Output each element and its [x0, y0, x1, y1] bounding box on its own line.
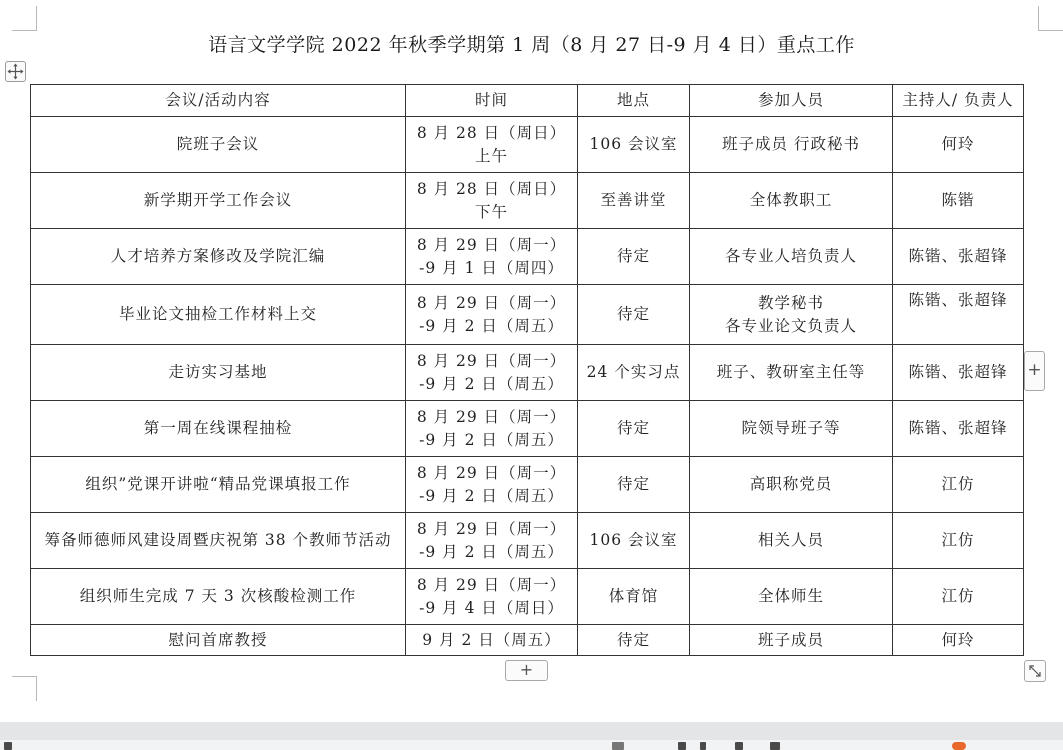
add-column-button[interactable]: +: [1024, 351, 1045, 391]
time-line: -9 月 2 日（周五）: [419, 316, 564, 335]
time-cell[interactable]: [406, 625, 578, 656]
host-cell[interactable]: 何玲: [893, 117, 1024, 173]
location-cell[interactable]: 待定: [578, 625, 690, 656]
activity-cell[interactable]: 慰问首席教授: [31, 625, 406, 656]
toolbar-layout-icon[interactable]: [700, 742, 706, 750]
participants-cell[interactable]: [690, 117, 893, 173]
activity-cell[interactable]: 人才培养方案修改及学院汇编: [31, 229, 406, 285]
participants-cell[interactable]: [690, 625, 893, 656]
time-line: 8 月 28 日（周日）: [416, 123, 567, 142]
time-line: 8 月 29 日（周一）: [416, 351, 567, 370]
bottom-toolbar: [0, 722, 1063, 750]
page-corner-mark-bottom-left: [12, 676, 37, 701]
participants-cell[interactable]: [690, 229, 893, 285]
time-line: 8 月 29 日（周一）: [416, 463, 567, 482]
table-row: [31, 401, 1024, 457]
time-line: -9 月 2 日（周五）: [419, 542, 564, 561]
toolbar-zoom-level-icon[interactable]: [770, 742, 780, 750]
time-cell[interactable]: [406, 569, 578, 625]
location-cell[interactable]: 至善讲堂: [578, 173, 690, 229]
participants-cell[interactable]: [690, 345, 893, 401]
table-row: [31, 569, 1024, 625]
time-line: -9 月 2 日（周五）: [419, 430, 564, 449]
activity-cell[interactable]: 组织”党课开讲啦“精品党课填报工作: [31, 457, 406, 513]
move-arrows-icon[interactable]: [5, 61, 26, 82]
participants-cell[interactable]: [690, 513, 893, 569]
participant-line: 院领导班子等: [741, 419, 841, 437]
participant-line: 全体教职工: [749, 191, 833, 209]
time-line: 8 月 29 日（周一）: [416, 235, 567, 254]
participants-cell[interactable]: [690, 457, 893, 513]
time-cell[interactable]: [406, 401, 578, 457]
time-cell[interactable]: [406, 173, 578, 229]
time-line: 8 月 29 日（周一）: [416, 575, 567, 594]
schedule-table: [30, 84, 1024, 656]
location-cell[interactable]: 待定: [578, 401, 690, 457]
participants-cell[interactable]: [690, 401, 893, 457]
activity-cell[interactable]: 新学期开学工作会议: [31, 173, 406, 229]
time-cell[interactable]: [406, 229, 578, 285]
participant-line: 各专业人培负责人: [724, 247, 857, 265]
activity-cell[interactable]: 第一周在线课程抽检: [31, 401, 406, 457]
time-line: 上午: [474, 146, 508, 165]
table-row: [31, 345, 1024, 401]
host-cell[interactable]: 江仿: [893, 513, 1024, 569]
time-line: 8 月 29 日（周一）: [416, 519, 567, 538]
toolbar-zoom-icon[interactable]: [735, 742, 743, 750]
resize-diagonal-icon[interactable]: [1024, 660, 1046, 682]
table-row: [31, 513, 1024, 569]
participants-cell[interactable]: [690, 173, 893, 229]
host-cell[interactable]: 陈锴、张超锋: [893, 401, 1024, 457]
toolbar-page-icon[interactable]: [612, 742, 624, 750]
table-row: [31, 173, 1024, 229]
toolbar-menu-icon[interactable]: [4, 742, 12, 750]
location-cell[interactable]: 待定: [578, 457, 690, 513]
time-line: 8 月 29 日（周一）: [416, 293, 567, 312]
activity-cell[interactable]: 走访实习基地: [31, 345, 406, 401]
header-participants: 参加人员: [690, 85, 893, 117]
time-line: 9 月 2 日（周五）: [422, 630, 561, 649]
time-cell[interactable]: [406, 345, 578, 401]
participant-line: 高职称党员: [749, 475, 833, 493]
host-cell[interactable]: 江仿: [893, 569, 1024, 625]
location-cell[interactable]: 106 会议室: [578, 117, 690, 173]
time-line: -9 月 1 日（周四）: [419, 258, 564, 277]
table-row: [31, 229, 1024, 285]
time-cell[interactable]: [406, 457, 578, 513]
participant-line: 相关人员: [757, 531, 824, 549]
header-time: 时间: [406, 85, 578, 117]
participant-line: 全体师生: [757, 587, 824, 605]
header-activity: 会议/活动内容: [31, 85, 406, 117]
toolbar-view-icon[interactable]: [678, 742, 686, 750]
host-cell[interactable]: 陈锴、张超锋: [893, 285, 1024, 345]
activity-cell[interactable]: 毕业论文抽检工作材料上交: [31, 285, 406, 345]
add-row-button[interactable]: +: [505, 660, 548, 681]
time-cell[interactable]: [406, 285, 578, 345]
table-row: [31, 285, 1024, 345]
time-line: -9 月 2 日（周五）: [419, 486, 564, 505]
participant-line: 班子成员 行政秘书: [722, 135, 860, 153]
host-cell[interactable]: 江仿: [893, 457, 1024, 513]
participant-line: 班子成员: [757, 630, 824, 649]
participants-cell[interactable]: [690, 569, 893, 625]
participant-line: 教学秘书: [757, 293, 824, 312]
location-cell[interactable]: 106 会议室: [578, 513, 690, 569]
page-corner-mark-top-right: [1038, 6, 1063, 31]
time-cell[interactable]: [406, 513, 578, 569]
host-cell[interactable]: 陈锴、张超锋: [893, 345, 1024, 401]
host-cell[interactable]: 陈锴、张超锋: [893, 229, 1024, 285]
table-row: [31, 625, 1024, 656]
document-title: 语言文学学院 2022 年秋季学期第 1 周（8 月 27 日-9 月 4 日）重点工作: [208, 34, 855, 56]
time-line: 下午: [474, 202, 508, 221]
toolbar-strip: [0, 740, 1063, 750]
host-cell[interactable]: 何玲: [893, 625, 1024, 656]
schedule-table-body: [31, 117, 1024, 656]
header-location: 地点: [578, 85, 690, 117]
activity-cell[interactable]: 筹备师德师风建设周暨庆祝第 38 个教师节活动: [31, 513, 406, 569]
table-row: [31, 117, 1024, 173]
table-header-row: [31, 85, 1024, 117]
time-line: 8 月 28 日（周日）: [416, 179, 567, 198]
participant-line: 班子、教研室主任等: [716, 363, 866, 381]
table-row: [31, 457, 1024, 513]
location-cell[interactable]: 24 个实习点: [578, 345, 690, 401]
time-cell[interactable]: [406, 117, 578, 173]
location-cell[interactable]: 待定: [578, 285, 690, 345]
time-line: -9 月 2 日（周五）: [419, 374, 564, 393]
participants-cell[interactable]: [690, 285, 893, 345]
time-line: -9 月 4 日（周日）: [419, 598, 564, 617]
location-cell[interactable]: 体育馆: [578, 569, 690, 625]
participant-line: 各专业论文负责人: [724, 316, 857, 335]
page-corner-mark-top-left: [12, 6, 37, 31]
location-cell[interactable]: 待定: [578, 229, 690, 285]
header-host: 主持人/ 负责人: [893, 85, 1024, 117]
activity-cell[interactable]: 组织师生完成 7 天 3 次核酸检测工作: [31, 569, 406, 625]
host-cell[interactable]: 陈锴: [893, 173, 1024, 229]
activity-cell[interactable]: 院班子会议: [31, 117, 406, 173]
toolbar-brand-icon[interactable]: [952, 742, 966, 750]
time-line: 8 月 29 日（周一）: [416, 407, 567, 426]
